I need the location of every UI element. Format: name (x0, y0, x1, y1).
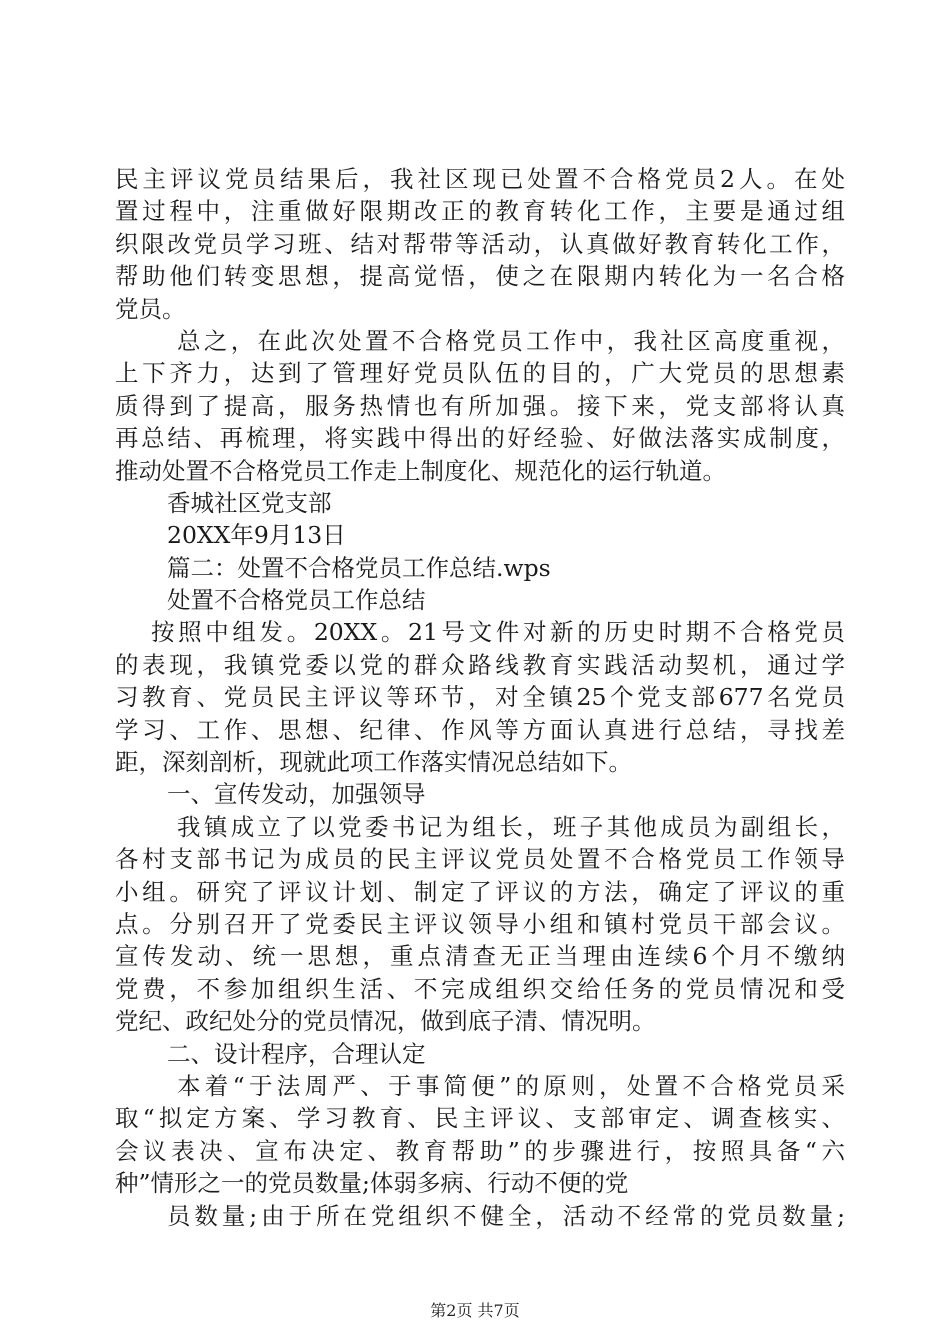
text-line: 点。分别召开了党委民主评议领导小组和镇村党员干部会议。 (115, 909, 845, 938)
text-line: 小组。研究了评议计划、制定了评议的方法，确定了评议的重 (115, 877, 845, 906)
text-line: 香城社区党支部 (167, 488, 332, 517)
text-line: 民主评议党员结果后，我社区现已处置不合格党员2人。在处 (115, 165, 845, 193)
text-line: 本着“于法周严、于事简便”的原则，处置不合格党员采 (177, 1071, 845, 1100)
page-footer: 第2页 共7页 (430, 1301, 520, 1320)
text-line: 习教育、党员民主评议等环节，对全镇25个党支部677名党员 (115, 683, 845, 712)
text-line: 篇二：处置不合格党员工作总结.wps (167, 553, 551, 582)
text-line: 各村支部书记为成员的民主评议党员处置不合格党员工作领导 (115, 845, 845, 874)
text-line: 党费，不参加组织生活、不完成组织交给任务的党员情况和受 (115, 974, 845, 1003)
text-line: 宣传发动、统一思想，重点清查无正当理由连续6个月不缴纳 (115, 942, 845, 971)
text-line: 推动处置不合格党员工作走上制度化、规范化的运行轨道。 (115, 456, 726, 485)
text-line: 取“拟定方案、学习教育、民主评议、支部审定、调查核实、 (115, 1104, 845, 1133)
text-line: 我镇成立了以党委书记为组长，班子其他成员为副组长， (177, 812, 845, 841)
text-line: 学习、工作、思想、纪律、作风等方面认真进行总结，寻找差 (115, 715, 845, 744)
text-line: 一、宣传发动，加强领导 (167, 780, 426, 809)
text-line: 质得到了提高，服务热情也有所加强。接下来，党支部将认真 (115, 391, 845, 420)
text-line: 处置不合格党员工作总结 (167, 586, 426, 615)
text-line: 种”情形之一的党员数量;体弱多病、行动不便的党 (115, 1169, 629, 1198)
text-line: 再总结、再梳理，将实践中得出的好经验、好做法落实成制度， (115, 424, 845, 453)
text-line: 置过程中，注重做好限期改正的教育转化工作，主要是通过组 (115, 197, 845, 226)
text-line: 按照中组发。20XX。21号文件对新的历史时期不合格党员 (151, 618, 845, 647)
text-line: 上下齐力，达到了管理好党员队伍的目的，广大党员的思想素 (115, 359, 845, 388)
text-line: 员数量;由于所在党组织不健全，活动不经常的党员数量; (167, 1201, 845, 1230)
text-line: 总之，在此次处置不合格党员工作中，我社区高度重视， (177, 326, 845, 355)
text-line: 帮助他们转变思想，提高觉悟，使之在限期内转化为一名合格 (115, 262, 845, 291)
text-line: 党员。 (115, 294, 186, 323)
text-line: 20XX年9月13日 (167, 521, 346, 550)
text-line: 织限改党员学习班、结对帮带等活动，认真做好教育转化工作， (115, 229, 845, 258)
text-line: 的表现，我镇党委以党的群众路线教育实践活动契机，通过学 (115, 650, 845, 679)
text-line: 会议表决、宣布决定、教育帮助”的步骤进行，按照具备“六 (115, 1136, 845, 1165)
text-line: 党纪、政纪处分的党员情况，做到底子清、情况明。 (115, 1007, 656, 1036)
text-line: 距，深刻剖析，现就此项工作落实情况总结如下。 (115, 748, 632, 777)
text-line: 二、设计程序，合理认定 (167, 1039, 426, 1068)
document-body (115, 163, 845, 1232)
